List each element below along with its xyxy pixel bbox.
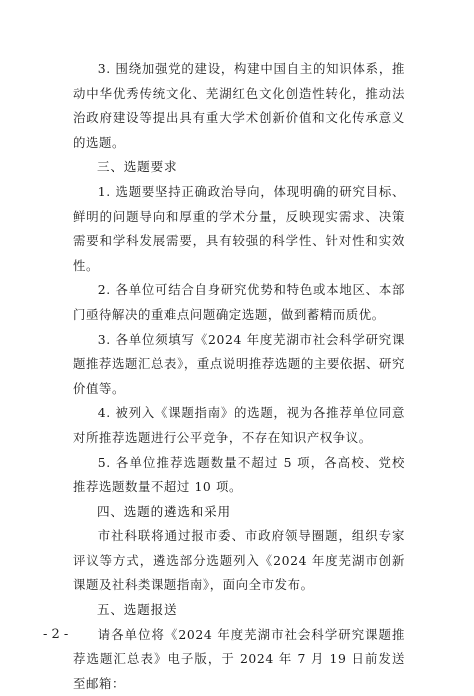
page-body [73,57,405,696]
paragraph-5: 请各单位将《2024 年度芜湖市社会科学研究课题推荐选题汇总表》电子版，于 2024 年 7 月 19 日前发送至邮箱： [73,626,405,691]
section-heading-requirements: 三、选题要求 [97,159,178,175]
paragraph-3-1: 1. 选题要坚持正确政治导向，体现明确的研究目标、鲜明的问题导向和厚重的学术分量，反映现实需求、决策需要和学科发展需要，具有较强的科学性、针对性和实效性。 [73,183,405,273]
section-heading-selection: 四、选题的遴选和采用 [97,503,231,519]
paragraph-4: 市社科联将通过报市委、市政府领导圈题，组织专家评议等方式，遴选部分选题列入《2024 年度芜湖市创新课题及社科类课题指南》，面向全市发布。 [73,528,405,593]
page-number: - 2 - [43,627,69,642]
paragraph-3-4: 4. 被列入《课题指南》的选题，视为各推荐单位同意对所推荐选题进行公平竞争，不存在知识产权争议。 [73,405,405,445]
paragraph-2-3: 3. 围绕加强党的建设，构建中国自主的知识体系，推动中华优秀传统文化、芜湖红色文化创造性转化，推动法治政府建设等提出具有重大学术创新价值和文化传承意义的选题。 [73,61,405,150]
paragraph-3-2: 2. 各单位可结合自身研究优势和特色或本地区、本部门亟待解决的重难点问题确定选题，做到蓄精而质优。 [73,282,405,322]
section-heading-submission: 五、选题报送 [97,602,178,618]
paragraph-3-5: 5. 各单位推荐选题数量不超过 5 项，各高校、党校推荐选题数量不超过 10 项。 [73,454,405,495]
paragraph-3-3: 3. 各单位须填写《2024 年度芜湖市社会科学研究课题推荐选题汇总表》，重点说明推荐选题的主要依据、研究价值等。 [73,331,405,396]
